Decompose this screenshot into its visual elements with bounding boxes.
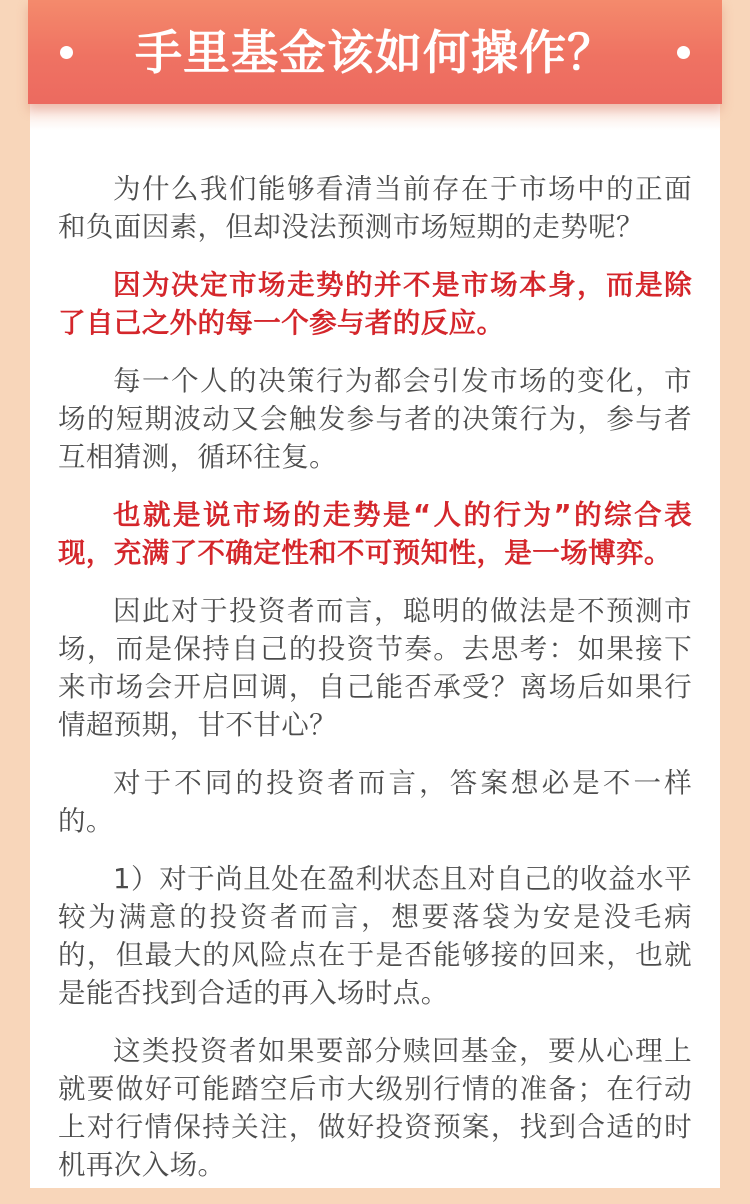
paragraph-redeem-advice: 这类投资者如果要部分赎回基金，要从心理上就要做好可能踏空后市大级别行情的准备；在行动上对行情保持关注，做好投资预案，找到合适的时机再次入场。 — [58, 1035, 692, 1181]
bullet-dot-icon — [677, 46, 690, 59]
card-shadow — [30, 104, 720, 130]
paragraph-highlight-answer: 因为决定市场走势的并不是市场本身，而是除了自己之外的每一个参与者的反应。 — [58, 269, 692, 339]
article-body — [58, 170, 692, 1204]
paragraph-highlight-game: 也就是说市场的走势是“人的行为”的综合表现，充满了不确定性和不可预知性，是一场博弈。 — [58, 499, 692, 569]
paragraph-market-behavior: 每一个人的决策行为都会引发市场的变化，市场的短期波动又会触发参与者的决策行为，参与者互相猜测，循环往复。 — [58, 365, 692, 473]
paragraph-investment-rhythm: 因此对于投资者而言，聪明的做法是不预测市场，而是保持自己的投资节奏。去思考：如果接下来市场会开启回调，自己能否承受？离场后如果行情超预期，甘不甘心？ — [58, 595, 692, 741]
article-card — [30, 104, 720, 1188]
paragraph-question: 为什么我们能够看清当前存在于市场中的正面和负面因素，但却没法预测市场短期的走势呢？ — [58, 173, 692, 243]
bullet-dot-icon — [60, 46, 73, 59]
paragraph-point-one: 1）对于尚且处在盈利状态且对自己的收益水平较为满意的投资者而言，想要落袋为安是没毛病的，但最大的风险点在于是否能够接的回来，也就是能否找到合适的再入场时点。 — [58, 863, 692, 1009]
title-banner — [28, 0, 722, 104]
page-title: 手里基金该如何操作？ — [135, 25, 615, 81]
paragraph-different-answers: 对于不同的投资者而言，答案想必是不一样的。 — [58, 767, 692, 837]
